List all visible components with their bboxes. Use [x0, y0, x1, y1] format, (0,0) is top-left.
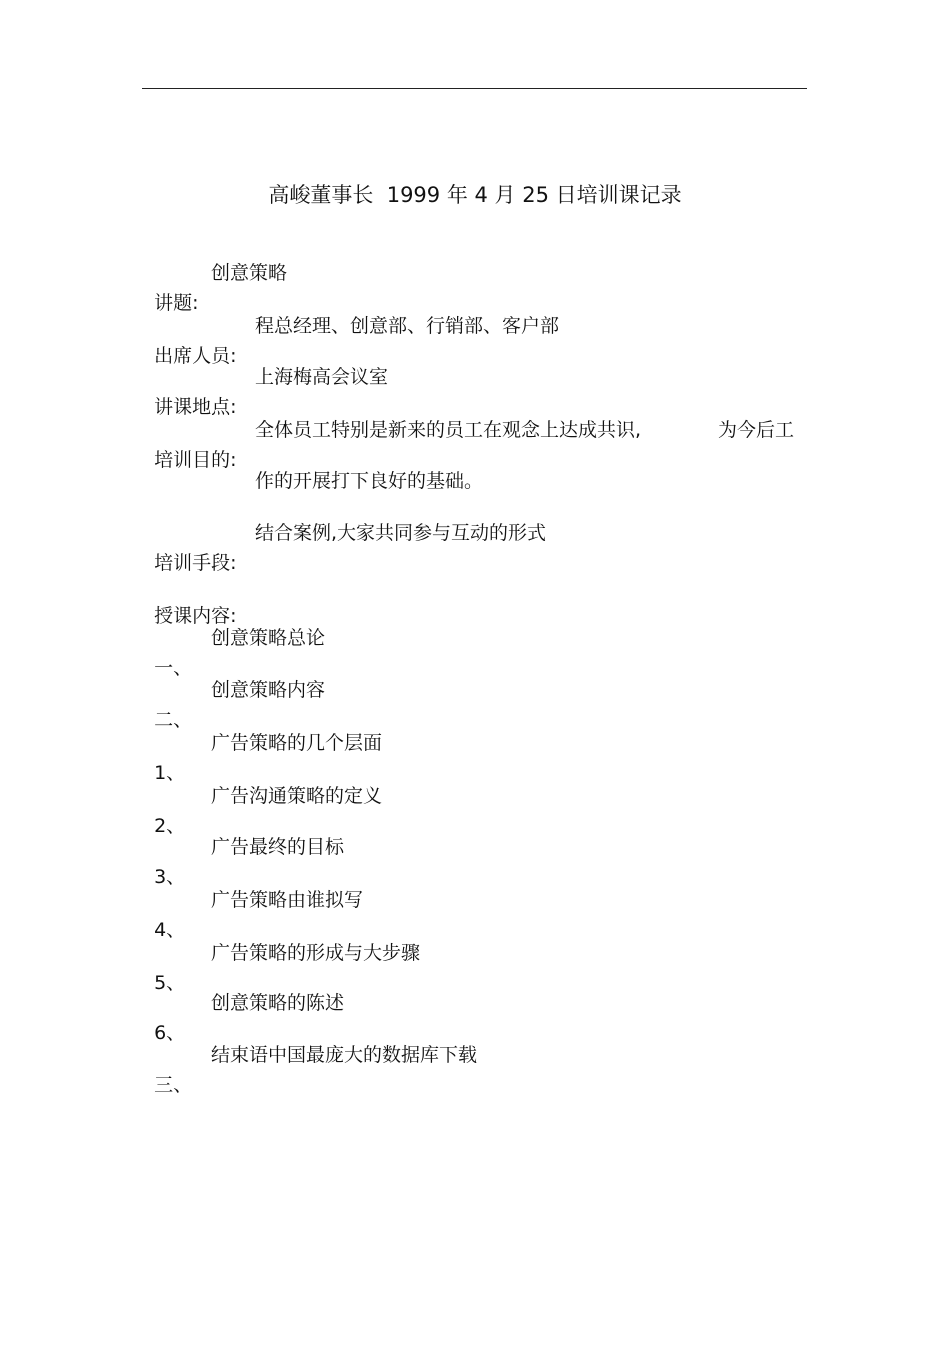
- outline-text: 创意策略总论: [211, 627, 326, 649]
- field-label: 培训目的:: [154, 449, 237, 471]
- outline-text: 创意策略内容: [211, 679, 326, 701]
- field-value: 上海梅高会议室: [255, 366, 389, 388]
- outline-number: 二、: [154, 709, 193, 731]
- outline-number: 4、: [154, 919, 186, 941]
- outline-number: 2、: [154, 815, 186, 837]
- field-content-heading: [142, 571, 237, 631]
- field-purpose-continuation: 作的开展打下良好的基础。: [255, 470, 484, 492]
- field-label: 讲题:: [154, 292, 199, 314]
- outline-text: 广告沟通策略的定义: [211, 785, 383, 807]
- outline-text: 广告策略的几个层面: [211, 732, 383, 754]
- document-title: 高峻董事长 1999 年 4 月 25 日培训课记录: [268, 183, 682, 207]
- field-label: 授课内容:: [154, 605, 237, 627]
- outline-number: 3、: [154, 866, 186, 888]
- field-label: 讲课地点:: [154, 396, 237, 418]
- field-value: 全体员工特别是新来的员工在观念上达成共识,: [255, 419, 642, 441]
- outline-number: 1、: [154, 762, 186, 784]
- field-value: 结合案例,大家共同参与互动的形式: [255, 522, 547, 544]
- field-value: 程总经理、创意部、行销部、客户部: [255, 315, 560, 337]
- outline-number: 一、: [154, 657, 193, 679]
- field-value: 创意策略: [211, 262, 288, 284]
- field-label: 出席人员:: [154, 345, 237, 367]
- field-label: 培训手段:: [154, 552, 237, 574]
- outline-text: 创意策略的陈述: [211, 992, 345, 1014]
- outline-text: 结束语中国最庞大的数据库下载: [211, 1044, 478, 1066]
- outline-text: 广告策略的形成与大步骤: [211, 942, 421, 964]
- outline-number: 5、: [154, 972, 186, 994]
- outline-text: 广告策略由谁拟写: [211, 889, 364, 911]
- outline-text: 广告最终的目标: [211, 836, 345, 858]
- outline-number: 6、: [154, 1022, 186, 1044]
- header-rule: [142, 88, 807, 89]
- field-value-tail: 为今后工: [718, 419, 795, 441]
- outline-number: 三、: [154, 1074, 193, 1096]
- outline-item: [142, 1040, 478, 1130]
